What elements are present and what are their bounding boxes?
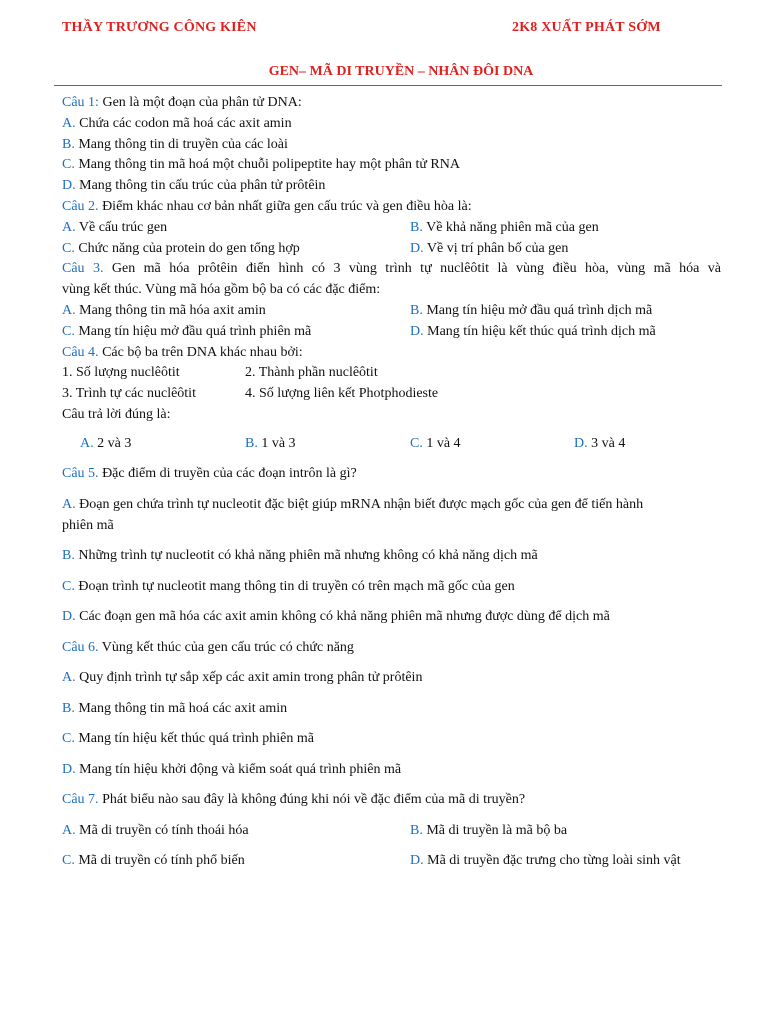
option-text: Mang tín hiệu mở đầu quá trình phiên mã: [78, 324, 312, 339]
question-number: Câu 4.: [62, 345, 99, 360]
option-key: C.: [410, 436, 423, 451]
option-text: Mang thông tin di truyền của các loài: [78, 137, 288, 152]
question-number: Câu 5.: [62, 466, 99, 481]
option-key: D.: [62, 609, 76, 624]
q5-option-b: [62, 547, 538, 565]
question-6: [62, 639, 354, 657]
option-text: Mã di truyền có tính thoái hóa: [79, 823, 249, 838]
option-text: Quy định trình tự sắp xếp các axit amin trong phân tử prôtêin: [79, 670, 423, 685]
option-key: D.: [410, 324, 424, 339]
q4-option-a: [80, 435, 131, 453]
option-key: A.: [80, 436, 94, 451]
option-key: B.: [62, 701, 75, 716]
option-text: Những trình tự nucleotit có khả năng phiên mã nhưng không có khả năng dịch mã: [78, 548, 538, 563]
option-text: Mang tín hiệu khởi động và kiểm soát quá trình phiên mã: [79, 762, 402, 777]
option-text: Mang thông tin mã hoá các axit amin: [78, 701, 288, 716]
option-text: Mang tín hiệu kết thúc quá trình dịch mã: [427, 324, 656, 339]
question-number: Câu 7.: [62, 792, 99, 807]
option-key: B.: [410, 220, 423, 235]
question-number: Câu 2.: [62, 199, 99, 214]
option-key: C.: [62, 157, 75, 172]
option-text: Mang tín hiệu mở đầu quá trình dịch mã: [426, 303, 653, 318]
q7-option-a: [62, 822, 249, 840]
question-text: Điểm khác nhau cơ bản nhất giữa gen cấu trúc và gen điều hòa là:: [98, 199, 472, 214]
q4-statement-2: 2. Thành phần nuclêôtit: [245, 365, 378, 380]
option-text: 3 và 4: [591, 436, 626, 451]
q6-option-c: [62, 730, 314, 748]
option-text: Mã di truyền đặc trưng cho từng loài sinh vật: [427, 853, 681, 868]
option-text: Đoạn trình tự nucleotit mang thông tin di truyền có trên mạch mã gốc của gen: [78, 579, 515, 594]
option-text: Về vị trí phân bố của gen: [426, 241, 569, 256]
option-text: Về khả năng phiên mã của gen: [426, 220, 599, 235]
option-key: B.: [245, 436, 258, 451]
q3-option-a: [62, 302, 266, 320]
q7-option-d: [410, 852, 681, 870]
question-text: Đặc điểm di truyền của các đoạn intrôn là gì?: [98, 466, 357, 481]
question-4: [62, 344, 303, 362]
question-7: [62, 791, 525, 809]
option-text: Mang thông tin mã hoá một chuỗi polipeptite hay một phân tử RNA: [78, 157, 460, 172]
option-text: Chứa các codon mã hoá các axit amin: [79, 116, 292, 131]
q1-option-a: [62, 115, 292, 133]
option-text: Mang thông tin mã hóa axit amin: [79, 303, 266, 318]
option-key: B.: [410, 823, 423, 838]
q4-option-d: [574, 435, 625, 453]
question-text: Gen là một đoạn của phân tử DNA:: [98, 95, 302, 110]
q6-option-b: [62, 700, 287, 718]
option-text: Về cấu trúc gen: [78, 220, 168, 235]
q1-option-d: [62, 177, 325, 195]
question-text: Vùng kết thúc của gen cấu trúc có chức năng: [98, 640, 354, 655]
option-key: A.: [62, 497, 76, 512]
option-key: C.: [62, 324, 75, 339]
q1-option-c: [62, 156, 460, 174]
option-key: C.: [62, 241, 75, 256]
option-text: Mang tín hiệu kết thúc quá trình phiên mã: [78, 731, 314, 746]
q1-option-b: [62, 136, 288, 154]
q4-prompt: Câu trả lời đúng là:: [62, 407, 171, 422]
option-key: A.: [62, 220, 76, 235]
q4-statement-1: 1. Số lượng nuclêôtit: [62, 365, 180, 380]
option-text: 1 và 3: [261, 436, 296, 451]
option-key: B.: [62, 548, 75, 563]
q3-option-d: [410, 323, 656, 341]
q5-option-a: [62, 496, 643, 514]
question-text: Phát biểu nào sau đây là không đúng khi nói về đặc điểm của mã di truyền?: [98, 792, 526, 807]
q5-option-c: [62, 578, 515, 596]
option-key: D.: [62, 178, 76, 193]
option-text: Mã di truyền là mã bộ ba: [426, 823, 568, 838]
option-key: B.: [410, 303, 423, 318]
q4-statement-3: 3. Trình tự các nuclêôtit: [62, 386, 196, 401]
option-key: D.: [62, 762, 76, 777]
q2-option-a: [62, 219, 167, 237]
option-key: D.: [410, 241, 424, 256]
header-rule: [54, 85, 722, 86]
option-text: Chức năng của protein do gen tổng hợp: [78, 241, 300, 256]
question-number: Câu 3.: [62, 261, 104, 276]
question-5: [62, 465, 357, 483]
option-text: Các đoạn gen mã hóa các axit amin không có khả năng phiên mã nhưng được dùng để dịch mã: [79, 609, 610, 624]
q5-option-d: [62, 608, 610, 626]
question-3-continued: vùng kết thúc. Vùng mã hóa gồm bộ ba có các đặc điểm:: [62, 282, 381, 297]
q4-option-b: [245, 435, 296, 453]
option-key: D.: [410, 853, 424, 868]
q6-option-d: [62, 761, 401, 779]
q5-option-a-continued: phiên mã: [62, 518, 114, 533]
option-text: Mang thông tin cấu trúc của phân tử prôtêin: [79, 178, 326, 193]
question-text: Các bộ ba trên DNA khác nhau bởi:: [98, 345, 303, 360]
option-text: Mã di truyền có tính phổ biến: [78, 853, 245, 868]
q2-option-c: [62, 240, 300, 258]
option-text: Đoạn gen chứa trình tự nucleotit đặc biệt giúp mRNA nhận biết được mạch gốc của gen để tiến hành: [79, 497, 644, 512]
course-header: 2K8 XUẤT PHÁT SỚM: [512, 20, 661, 35]
option-key: C.: [62, 853, 75, 868]
option-key: A.: [62, 670, 76, 685]
option-key: D.: [574, 436, 588, 451]
option-key: A.: [62, 116, 76, 131]
q4-option-c: [410, 435, 461, 453]
option-key: A.: [62, 823, 76, 838]
question-3: [62, 260, 721, 278]
option-key: A.: [62, 303, 76, 318]
q4-statement-4: 4. Số lượng liên kết Photphodieste: [245, 386, 439, 401]
q6-option-a: [62, 669, 422, 687]
question-text: Gen mã hóa prôtêin điển hình có 3 vùng trình tự nuclêôtit là vùng điều hòa, vùng mã hóa và: [103, 261, 721, 276]
option-text: 1 và 4: [426, 436, 461, 451]
option-key: B.: [62, 137, 75, 152]
q2-option-d: [410, 240, 568, 258]
option-text: 2 và 3: [97, 436, 132, 451]
q3-option-c: [62, 323, 311, 341]
author-header: THẦY TRƯƠNG CÔNG KIÊN: [62, 20, 257, 35]
q7-option-c: [62, 852, 245, 870]
q7-option-b: [410, 822, 567, 840]
option-key: C.: [62, 731, 75, 746]
question-1: [62, 94, 302, 112]
question-number: Câu 1:: [62, 95, 99, 110]
question-2: [62, 198, 472, 216]
q3-option-b: [410, 302, 652, 320]
option-key: C.: [62, 579, 75, 594]
question-number: Câu 6.: [62, 640, 99, 655]
page-title: GEN– MÃ DI TRUYỀN – NHÂN ĐÔI DNA: [268, 64, 534, 79]
q2-option-b: [410, 219, 599, 237]
